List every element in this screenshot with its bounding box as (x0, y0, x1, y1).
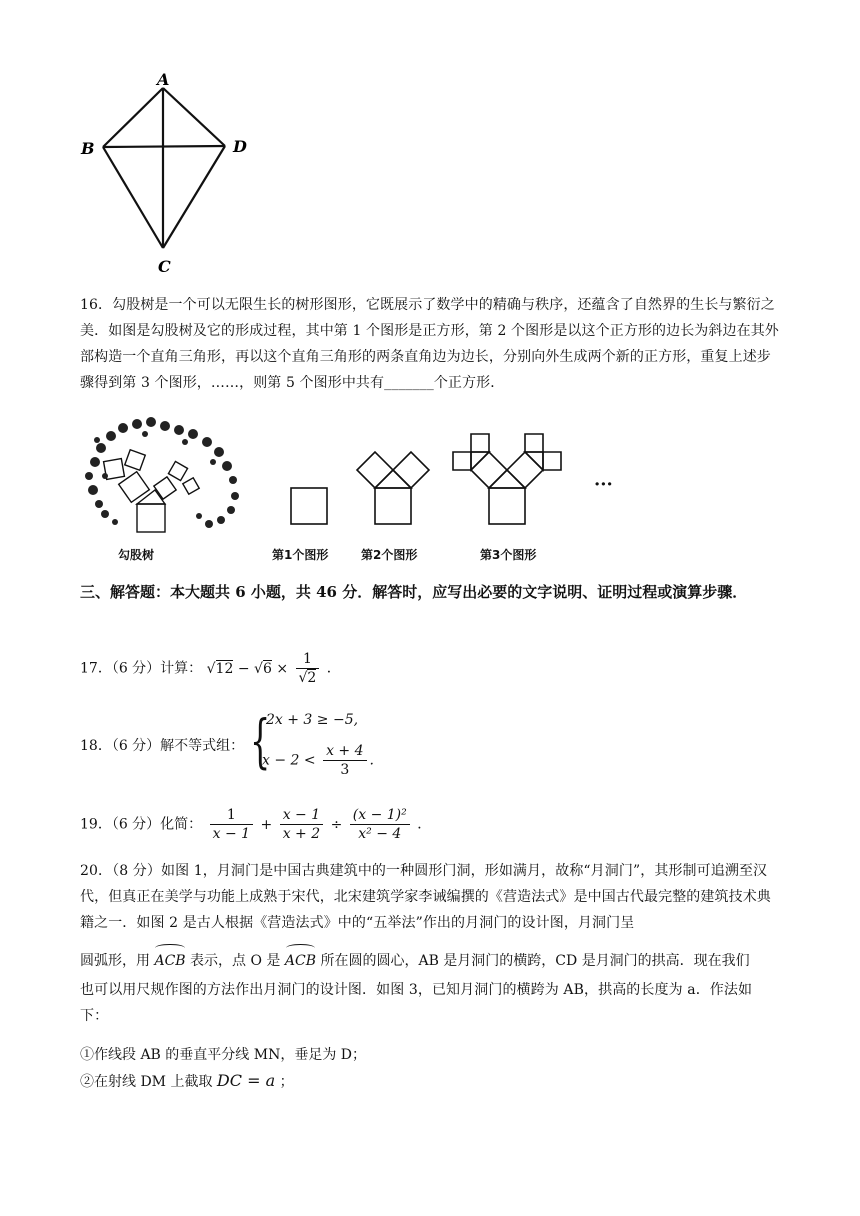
question-20-arc-line (80, 948, 750, 974)
question-19 (80, 806, 431, 843)
q17-minus: − (237, 660, 250, 677)
kite-figure (75, 70, 265, 280)
figure-3 (453, 434, 561, 524)
q18-brace: { (250, 707, 271, 775)
q17-expression: √12 − √6 × $\frac{1}{√2}$ (207, 661, 327, 677)
figure-1-square (291, 488, 327, 524)
q20-step-2-math: DC = a (216, 1071, 276, 1090)
q20-arc-acb-2: ACB (285, 948, 316, 974)
q19-prefix: 19．（6 分）化简： (80, 816, 203, 833)
q17-frac-num: 1 (296, 650, 320, 669)
q19-f3-den: x² − 4 (358, 826, 402, 842)
fig-label-3: 第3个图形 (480, 548, 537, 562)
pythagoras-tree-figures (75, 412, 635, 540)
section-3-heading: 三、解答题：本大题共 6 小题，共 46 分．解答时，应写出必要的文字说明、证明过程或演算步骤． (80, 583, 748, 601)
q20-step-2-prefix: ②在射线 DM 上截取 (80, 1074, 213, 1090)
q19-div: ÷ (330, 816, 343, 833)
q18-line-1: 2x + 3 ≥ −5, (266, 712, 359, 728)
pythagoras-tree (104, 450, 200, 532)
q19-f3-num: (x − 1)² (350, 806, 410, 825)
q17-end: ． (326, 660, 341, 677)
q18-line-2-left: x − 2 < (262, 752, 316, 769)
tree-foliage (85, 417, 239, 528)
kite-label-d: D (233, 137, 247, 156)
q18-prefix: 18．（6 分）解不等式组： (80, 738, 245, 754)
kite-label-b: B (81, 139, 95, 158)
q20-arc-line-b: 表示，点 O 是 (190, 953, 281, 969)
question-20-step-1: ①作线段 AB 的垂直平分线 MN，垂足为 D； (80, 1047, 367, 1063)
q17-radicand-1: 12 (215, 660, 234, 677)
q19-f2-den: x + 2 (282, 826, 321, 842)
fig-label-tree: 勾股树 (118, 548, 155, 562)
kite-label-a: A (157, 70, 170, 89)
question-18 (80, 735, 244, 755)
q20-arc-acb-1: ACB (154, 948, 185, 974)
question-20-para-1: 20．（8 分）如图 1，月洞门是中国古典建筑中的一种圆形门洞，形如满月，故称“月洞门”，其形制可追溯至汉代，但真正在美学与功能上成熟于宋代，北宋建筑学家李诫编撰的《营造法式》是中国古代最完整的建筑技术典籍之一．如图 2 是古人根据《营造法式》中的“五举法”作出的月洞门的设计图，月洞门呈 (80, 863, 771, 931)
q17-times: × (276, 660, 289, 677)
figure-ellipsis: ··· (594, 474, 613, 495)
q19-plus: + (260, 816, 273, 833)
q16-number: 16． (80, 297, 113, 313)
q19-f2-num: x − 1 (280, 806, 323, 825)
q18-frac-den: 3 (340, 762, 350, 778)
kite-label-c: C (158, 257, 171, 276)
q17-frac-den: 2 (307, 670, 317, 686)
q20-step-2-end: ； (279, 1074, 294, 1090)
fig-label-1: 第1个图形 (272, 548, 329, 562)
q18-frac-num: x + 4 (323, 742, 366, 761)
q19-f1-num: 1 (210, 806, 253, 825)
q16-blank: _______ (384, 375, 434, 391)
question-16 (80, 292, 780, 396)
q17-radicand-2: 6 (262, 660, 272, 677)
q20-arc-line-a: 圆弧形，用 (80, 953, 150, 969)
q16-text: 勾股树是一个可以无限生长的树形图形，它既展示了数学中的精确与秩序，还蕴含了自然界的生长与繁衍之美．如图是勾股树及它的形成过程，其中第 1 个图形是正方形，第 2 个图形是以这个正方形的边长为斜边在其外部构造一个直角三角形，再以这个直角三角形的两条直角边为边长，分别向外生成两个新的正方形，重复上述步骤得到第 3 个图形，……，则第 5 个图形中共有 (80, 297, 779, 391)
question-20-para-2: 也可以用尺规作图的方法作出月洞门的设计图．如图 3，已知月洞门的横跨为 AB，拱高的长度为 a．作法如下： (80, 982, 753, 1024)
q19-end: ． (417, 816, 432, 833)
q16-tail: 个正方形． (433, 375, 505, 391)
question-17 (80, 650, 341, 687)
q19-f1-den: x − 1 (212, 826, 251, 842)
figure-2 (357, 452, 429, 524)
q20-arc-line-c: 所在圆的圆心，AB 是月洞门的横跨，CD 是月洞门的拱高．现在我们 (320, 953, 750, 969)
q18-line-2 (262, 742, 374, 779)
q17-prefix: 17．（6 分）计算： (80, 660, 203, 677)
question-20-step-2 (80, 1071, 294, 1091)
q18-line-2-end: . (369, 752, 374, 769)
fig-label-2: 第2个图形 (361, 548, 418, 562)
